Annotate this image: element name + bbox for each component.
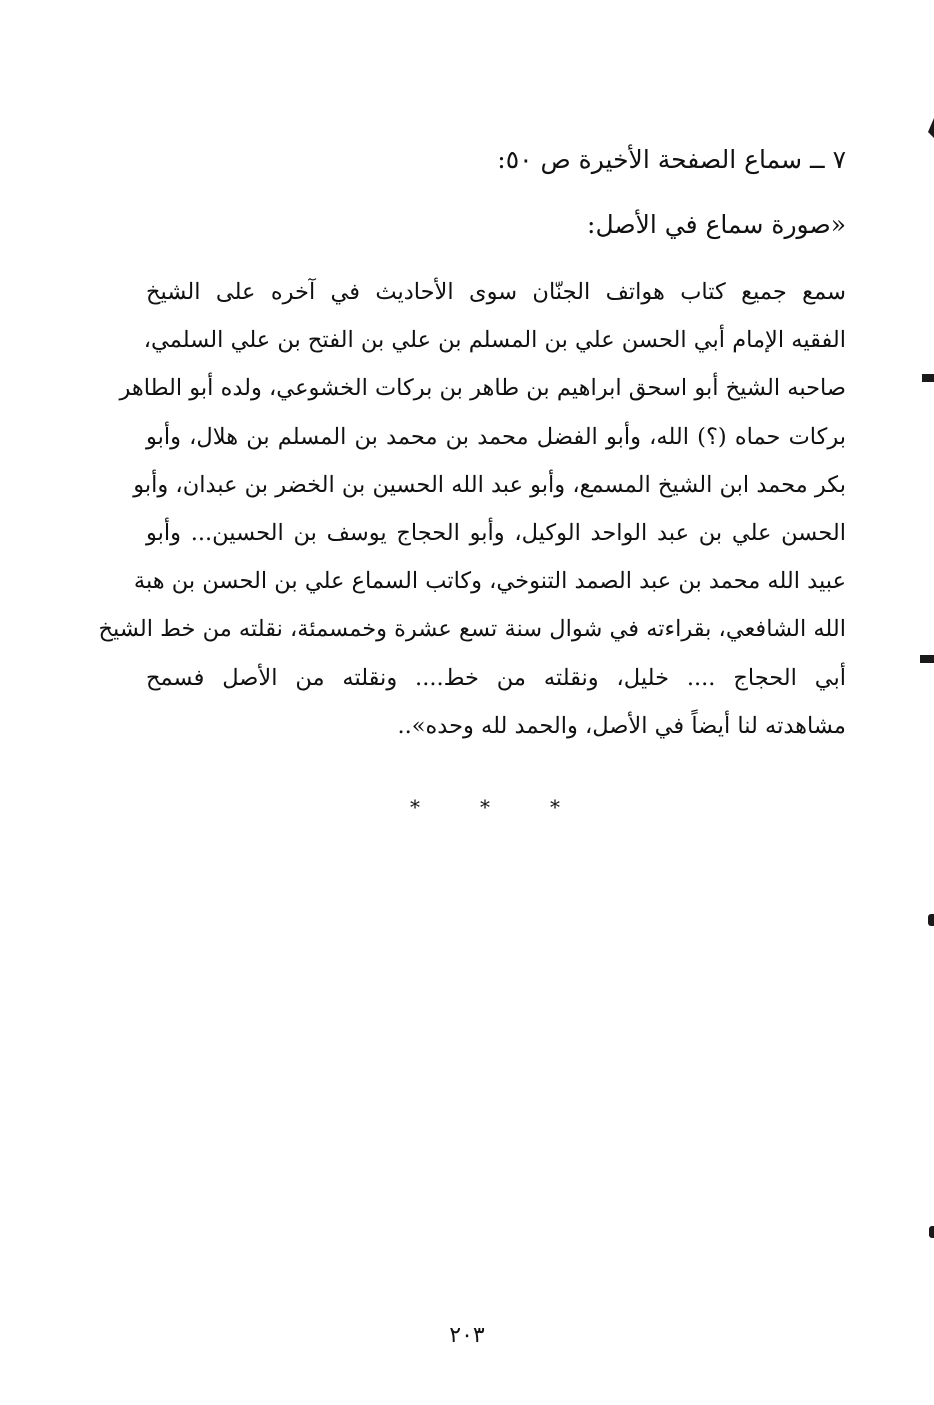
body-line: سمع جميع كتاب هواتف الجنّان سوى الأحاديث في آخره على الشيخ (146, 279, 846, 305)
body-line: مشاهدته لنا أيضاً في الأصل، والحمد لله وحده».. (397, 712, 846, 739)
section-subheading: «صورة سماع في الأصل: (587, 210, 846, 239)
scan-edge-mark (928, 914, 934, 926)
scan-edge-mark (928, 118, 934, 138)
separator-asterisk: * (410, 795, 420, 819)
scan-edge-mark (922, 374, 934, 382)
body-line: الحسن علي بن عبد الواحد الوكيل، وأبو الحجاج يوسف بن الحسين... وأبو (146, 519, 846, 546)
body-line: بكر محمد ابن الشيخ المسمع، وأبو عبد الله الحسين بن الخضر بن عبدان، وأبو (133, 471, 846, 498)
body-line: أبي الحجاج .... خليل، ونقلته من خط.... ونقلته من الأصل فسمح (146, 664, 846, 691)
body-line: الفقيه الإمام أبي الحسن علي بن المسلم بن علي بن الفتح بن علي السلمي، (143, 327, 846, 354)
scan-edge-mark (920, 655, 934, 663)
separator-asterisk: * (550, 795, 560, 819)
section-heading: ٧ ــ سماع الصفحة الأخيرة ص ٥٠: (497, 145, 846, 174)
body-line: صاحبه الشيخ أبو اسحق ابراهيم بن طاهر بن بركات الخشوعي، ولده أبو الطاهر (119, 375, 846, 402)
body-line: بركات حماه (؟) الله، وأبو الفضل محمد بن محمد بن المسلم بن هلال، وأبو (146, 423, 846, 450)
body-line: الله الشافعي، بقراءته في شوال سنة تسع عشرة وخمسمئة، نقلته من خط الشيخ (98, 616, 846, 643)
separator-asterisk: * (480, 795, 490, 819)
body-line: عبيد الله محمد بن عبد الصمد التنوخي، وكاتب السماع علي بن الحسن بن هبة (133, 568, 846, 595)
body-paragraph (98, 268, 846, 750)
page-number: ٢٠٣ (449, 1323, 485, 1348)
section-separator (410, 792, 560, 822)
scan-edge-mark (929, 1226, 934, 1238)
